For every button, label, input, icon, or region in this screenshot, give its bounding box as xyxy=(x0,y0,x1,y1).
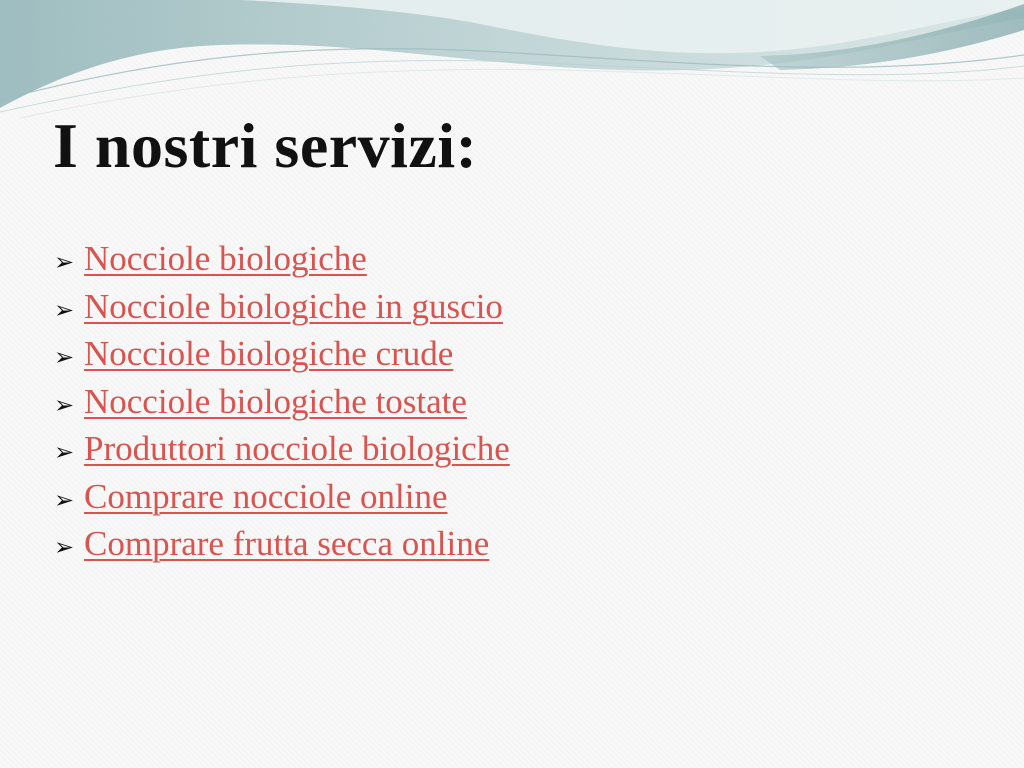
services-list xyxy=(54,238,510,571)
list-item xyxy=(54,238,510,286)
wave-line-2 xyxy=(0,60,1024,112)
arrow-bullet-icon: ➢ xyxy=(54,343,75,371)
list-item xyxy=(54,523,510,571)
arrow-bullet-icon: ➢ xyxy=(54,438,75,466)
service-link[interactable]: Nocciole biologiche in guscio xyxy=(84,286,503,326)
list-item xyxy=(54,476,510,524)
arrow-bullet-icon: ➢ xyxy=(54,533,75,561)
arrow-bullet-icon: ➢ xyxy=(54,390,75,419)
service-link[interactable]: Produttori nocciole biologiche xyxy=(84,429,510,468)
list-item xyxy=(54,428,510,476)
list-item xyxy=(54,381,510,429)
list-item xyxy=(54,286,510,334)
service-link[interactable]: Comprare nocciole online xyxy=(84,476,448,516)
arrow-bullet-icon: ➢ xyxy=(54,485,75,514)
arrow-bullet-icon: ➢ xyxy=(54,248,75,276)
list-item xyxy=(54,333,510,381)
service-link[interactable]: Nocciole biologiche tostate xyxy=(84,381,467,421)
service-link[interactable]: Comprare frutta secca online xyxy=(84,524,490,563)
wave-header-decoration xyxy=(0,0,1024,120)
arrow-bullet-icon: ➢ xyxy=(54,295,75,324)
service-link[interactable]: Nocciole biologiche crude xyxy=(84,334,454,373)
slide-title: I nostri servizi: xyxy=(53,110,478,181)
service-link[interactable]: Nocciole biologiche xyxy=(84,239,367,278)
